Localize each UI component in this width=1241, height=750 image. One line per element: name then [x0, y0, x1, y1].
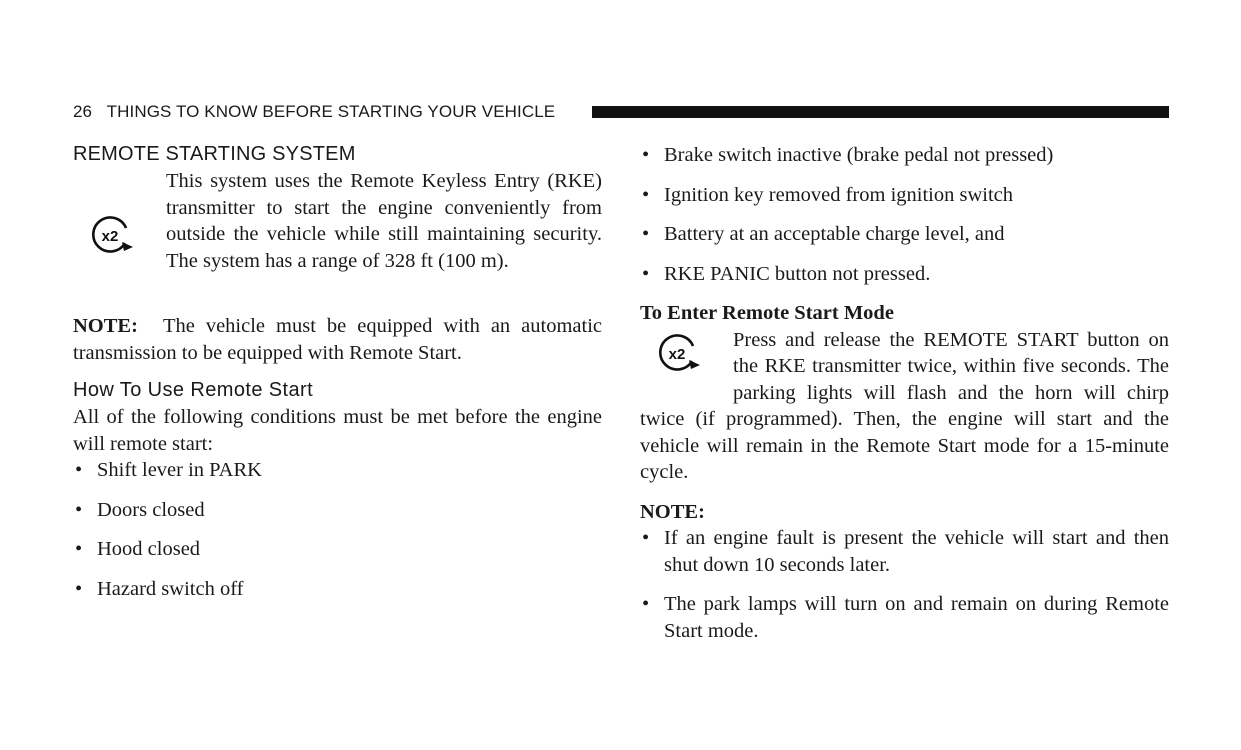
bullet-dot: •	[75, 577, 83, 600]
header-text	[73, 101, 555, 123]
enter-mode-paragraph: Press and release the REMOTE START button on the RKE transmitter twice, within five seconds. The parking lights will flash and the horn will chirp twice (if programmed). Then, the engine will start and the vehicle will remain in the Remote Start mode for a 15-minute cycle.	[640, 328, 1169, 483]
icon-label: x2	[668, 345, 686, 363]
note-label: NOTE:	[73, 315, 138, 337]
subsection-title: How To Use Remote Start	[73, 379, 314, 401]
list-item: • Shift lever in PARK	[73, 457, 602, 484]
remote-start-x2-icon	[656, 334, 704, 374]
remote-start-x2-icon	[89, 216, 137, 256]
list-item: • Doors closed	[73, 497, 602, 524]
bullet-dot: •	[642, 593, 650, 615]
list-item: • Brake switch inactive (brake pedal not pressed)	[640, 142, 1169, 169]
intro-block	[73, 168, 602, 300]
notes-list	[640, 525, 1169, 644]
bullet-dot: •	[75, 538, 83, 560]
bullet-dot: •	[75, 498, 83, 521]
note-paragraph	[73, 313, 602, 366]
enter-mode-title: To Enter Remote Start Mode	[640, 302, 894, 324]
conditions-list-left	[73, 457, 602, 602]
note-label-right: NOTE:	[640, 500, 705, 523]
note-text: The vehicle must be equipped with an automatic transmission to be equipped with Remote Start.	[73, 315, 603, 364]
enter-mode-block	[640, 327, 1169, 486]
header-rule	[592, 106, 1169, 118]
page-header	[73, 101, 1169, 123]
list-item: • Hood closed	[73, 536, 602, 563]
conditions-list-right	[640, 142, 1169, 287]
list-item: • The park lamps will turn on and remain on during Remote Start mode.	[642, 593, 1169, 642]
left-column	[73, 140, 602, 602]
conditions-intro: All of the following conditions must be met before the engine will remote start:	[73, 406, 602, 455]
chapter-title: THINGS TO KNOW BEFORE STARTING YOUR VEHICLE	[106, 102, 556, 121]
bullet-dot: •	[642, 527, 650, 549]
list-item: • RKE PANIC button not pressed.	[640, 261, 1169, 288]
page-number: 26	[73, 102, 93, 121]
bullet-dot: •	[75, 459, 83, 481]
bullet-dot: •	[642, 223, 650, 245]
icon-label: x2	[101, 228, 119, 245]
list-item: • Ignition key removed from ignition switch	[640, 182, 1169, 209]
bullet-dot: •	[642, 144, 650, 166]
intro-paragraph: This system uses the Remote Keyless Entry (RKE) transmitter to start the engine conveniently from outside the vehicle while still maintaining security. The system has a range of 328 ft (100 m).	[166, 170, 602, 272]
icon-float	[640, 327, 733, 406]
right-column	[640, 142, 1169, 644]
bullet-dot: •	[642, 262, 650, 285]
section-title: REMOTE STARTING SYSTEM	[73, 143, 356, 165]
bullet-dot: •	[642, 183, 650, 206]
list-item: • Hazard switch off	[73, 576, 602, 603]
list-item: • If an engine fault is present the vehicle will start and then shut down 10 seconds later.	[642, 527, 1169, 576]
list-item: • Battery at an acceptable charge level, and	[640, 221, 1169, 248]
